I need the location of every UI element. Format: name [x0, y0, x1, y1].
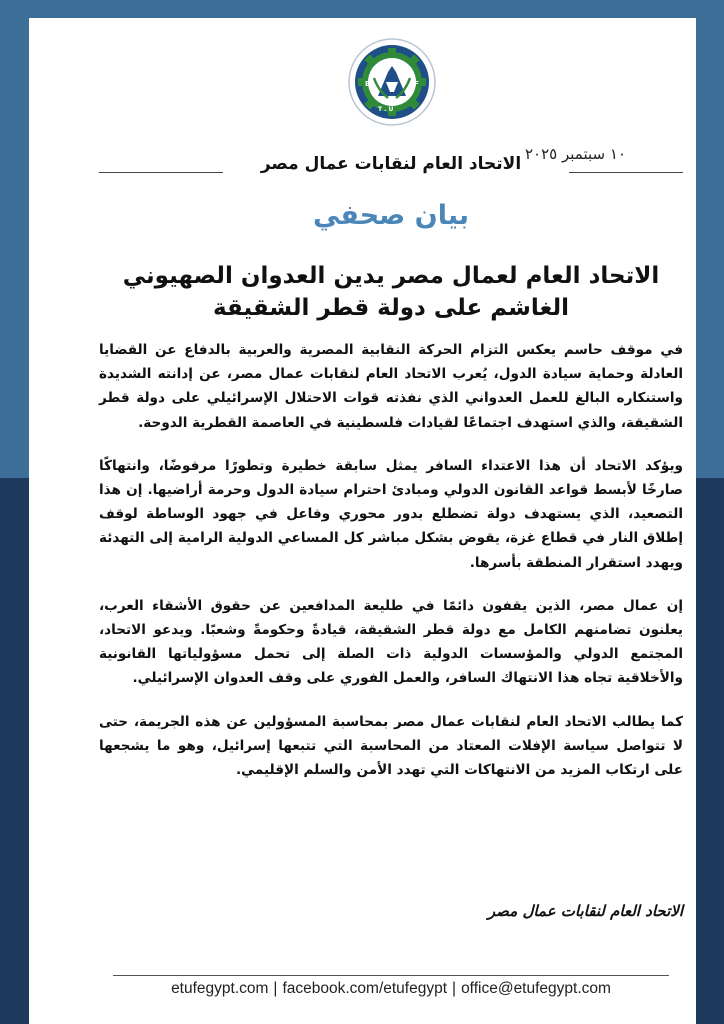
contact-footer: [99, 980, 683, 998]
document-date: ١٠ سبتمبر ٢٠٢٥: [525, 145, 626, 163]
footer-rule: [113, 975, 669, 976]
organization-name: الاتحاد العام لنقابات عمال مصر: [260, 154, 522, 174]
website-link[interactable]: etufegypt.com: [171, 980, 269, 997]
svg-text:E: E: [365, 80, 370, 88]
header-left-rule: [99, 172, 223, 173]
document-type-title: بيان صحفي: [312, 200, 470, 231]
signature: الاتحاد العام لنقابات عمال مصر: [487, 902, 683, 920]
footer-separator: |: [273, 980, 278, 997]
statement-body: [99, 338, 683, 801]
date-underline: [569, 172, 683, 173]
paragraph: ويؤكد الاتحاد أن هذا الاعتداء السافر يمثل سابقة خطيرة وتطورًا مرفوضًا، وانتهاكًا صارخًا لأبسط قواعد القانون الدولي ومبادئ احترام سيادة الدول وحرمة أراضيها. إن هذا التصعيد، الذي يستهدف دولة تضطلع بدور محوري وفاعل في جهود الوساطة لوقف إطلاق النار في قطاع غزة، يقوض بشكل مباشر كل المساعي الدولية الرامية إلى التهدئة ويهدد استقرار المنطقة بأسرها.: [99, 457, 683, 571]
headline: الاتحاد العام لعمال مصر يدين العدوان الصهيوني الغاشم على دولة قطر الشقيقة: [122, 263, 660, 321]
etuf-emblem-icon: [348, 38, 436, 126]
paragraph: كما يطالب الاتحاد العام لنقابات عمال مصر بمحاسبة المسؤولين عن هذه الجريمة، حتى لا تتواصل سياسة الإفلات المعتاد من المحاسبة التي تتبعها إسرائيل، وهو ما يشجعها على ارتكاب المزيد من الانتهاكات التي تهدد الأمن والسلم الإقليمي.: [99, 713, 683, 779]
paragraph: إن عمال مصر، الذين يقفون دائمًا في طليعة المدافعين عن حقوق الأشقاء العرب، يعلنون تضامنهم الكامل مع دولة قطر الشقيقة، قيادةً وحكومةً وشعبًا. ويدعو الاتحاد، المجتمع الدولي والمؤسسات الدولية ذات الصلة إلى تحمل مسؤولياتها القانونية والأخلاقية تجاه هذا الانتهاك السافر، والعمل الفوري على وقف العدوان الإسرائيلي.: [99, 597, 683, 687]
facebook-link[interactable]: facebook.com/etufegypt: [282, 980, 448, 997]
email-link[interactable]: office@etufegypt.com: [461, 980, 611, 997]
paragraph: في موقف حاسم يعكس التزام الحركة النقابية المصرية والعربية بالدفاع عن القضايا العادلة وحماية سيادة الدول، يُعرب الاتحاد العام لنقابات عمال مصر، عن إدانته الشديدة واستنكاره البالغ للعمل العدواني الذي نفذته قوات الاحتلال الإسرائيلي على دولة قطر الشقيقة، والذي استهدف اجتماعًا لقيادات فلسطينية في العاصمة القطرية الدوحة.: [99, 342, 683, 431]
svg-text:F: F: [414, 80, 419, 88]
letter-paper: [29, 18, 696, 1024]
svg-text:T . U: T . U: [378, 106, 394, 113]
footer-separator: |: [452, 980, 457, 997]
